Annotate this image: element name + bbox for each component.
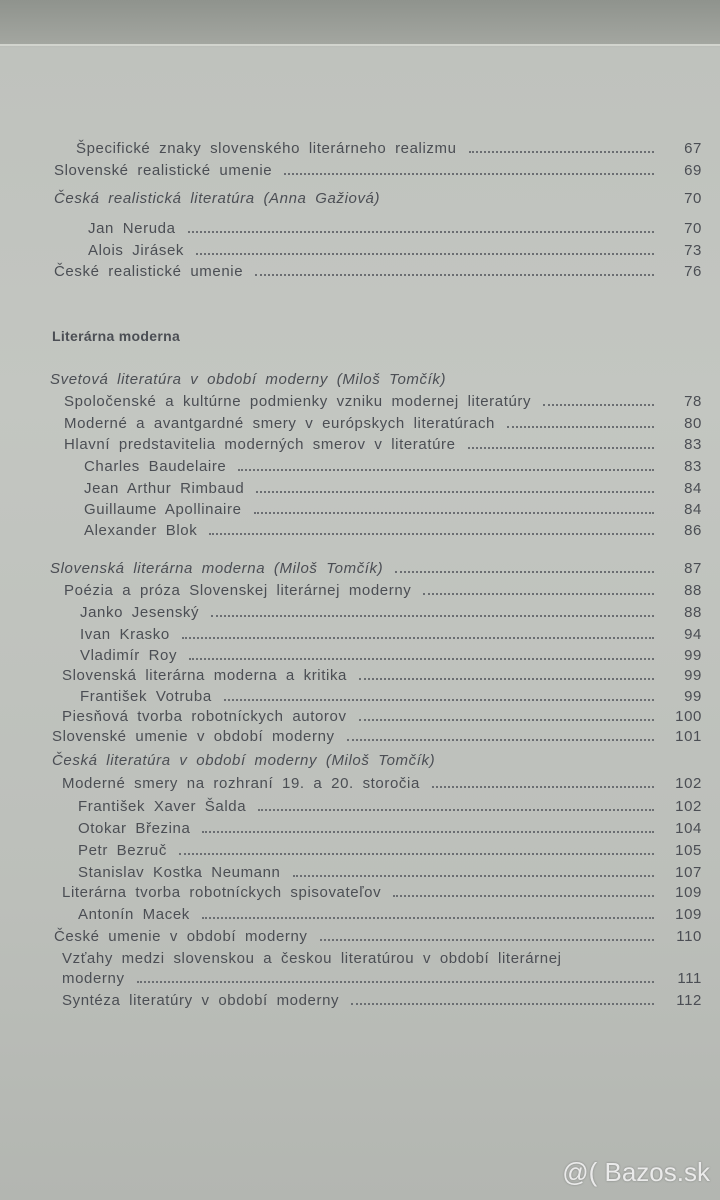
toc-entry-title: Špecifické znaky slovenského literárneho realizmu xyxy=(76,140,457,157)
toc-entry-page: 102 xyxy=(675,775,702,792)
toc-entry-title: Charles Baudelaire xyxy=(84,458,227,475)
dot-leader xyxy=(543,404,654,406)
toc-entry xyxy=(84,522,702,539)
toc-entry xyxy=(88,242,702,259)
toc-entry-page: 99 xyxy=(684,667,702,684)
toc-entry-title: Alois Jirásek xyxy=(88,242,184,259)
dot-leader xyxy=(182,637,654,639)
toc-entry-page: 107 xyxy=(675,864,702,881)
toc-entry xyxy=(80,688,702,705)
dot-leader xyxy=(320,939,654,941)
toc-entry-title: Moderné smery na rozhraní 19. a 20. storočia xyxy=(62,775,420,792)
toc-entry-title: Antonín Macek xyxy=(78,906,190,923)
dot-leader xyxy=(255,274,654,276)
toc-entry xyxy=(54,928,702,945)
toc-entry xyxy=(64,415,702,432)
toc-entry-page: 83 xyxy=(684,458,702,475)
toc-entry xyxy=(84,480,702,497)
toc-entry xyxy=(78,798,702,815)
toc-entry xyxy=(78,864,702,881)
dot-leader xyxy=(359,719,654,721)
watermark: @( Bazos.sk xyxy=(562,1157,710,1187)
dot-leader xyxy=(395,571,654,573)
toc-entry-title: Ivan Krasko xyxy=(80,626,170,643)
toc-entry-title: Vladimír Roy xyxy=(80,647,178,664)
dot-leader xyxy=(347,739,654,741)
toc-entry-page: 78 xyxy=(684,393,702,410)
dot-leader xyxy=(258,809,654,811)
dot-leader xyxy=(137,981,654,983)
toc-entry xyxy=(62,775,702,792)
toc-entry-page: 99 xyxy=(684,688,702,705)
dot-leader xyxy=(189,658,654,660)
dot-leader xyxy=(254,512,654,514)
toc-entry xyxy=(76,140,702,157)
toc-entry xyxy=(64,393,702,410)
toc-entry xyxy=(84,458,702,475)
toc-entry-page: 112 xyxy=(676,992,702,1009)
toc-entry-title: František Votruba xyxy=(80,688,212,705)
dot-leader xyxy=(284,173,654,175)
toc-entry-title: České realistické umenie xyxy=(54,263,244,280)
toc-entry-page: 102 xyxy=(675,798,702,815)
dot-leader xyxy=(188,231,654,233)
toc-entry xyxy=(62,884,702,901)
toc-entry-title: František Xaver Šalda xyxy=(78,798,247,815)
toc-entry-page: 88 xyxy=(684,582,702,599)
toc-entry xyxy=(62,950,702,967)
toc-entry-page: 84 xyxy=(684,501,702,518)
toc-entry xyxy=(78,820,702,837)
toc-entry xyxy=(50,560,702,577)
dot-leader xyxy=(469,151,654,153)
dot-leader xyxy=(211,615,654,617)
toc-entry xyxy=(50,371,702,388)
toc-entry xyxy=(88,220,702,237)
dot-leader xyxy=(468,447,654,449)
toc-entry-title: Jan Neruda xyxy=(88,220,176,237)
toc-entry-title: Otokar Březina xyxy=(78,820,191,837)
toc-entry-title: Alexander Blok xyxy=(84,522,198,539)
dot-leader xyxy=(209,533,654,535)
toc-entry-title: Česká literatúra v období moderny (Miloš Tomčík) xyxy=(52,752,436,769)
toc-entry-page: 109 xyxy=(675,906,702,923)
toc-entry-page: 73 xyxy=(684,242,702,259)
toc-entry-title: Jean Arthur Rimbaud xyxy=(84,480,245,497)
toc-entry-title: Poézia a próza Slovenskej literárnej moderny xyxy=(64,582,412,599)
toc-entry-title: Piesňová tvorba robotníckych autorov xyxy=(62,708,347,725)
toc-entry-page: 88 xyxy=(684,604,702,621)
toc-entry-page: 84 xyxy=(684,480,702,497)
toc-entry-title: Syntéza literatúry v období moderny xyxy=(62,992,340,1009)
toc-entry-page: 105 xyxy=(675,842,702,859)
dot-leader xyxy=(393,895,654,897)
toc-entry-page: 67 xyxy=(684,140,702,157)
toc-entry-page: 99 xyxy=(684,647,702,664)
toc-entry-title: Spoločenské a kultúrne podmienky vzniku modernej literatúry xyxy=(64,393,532,410)
toc-entry xyxy=(80,626,702,643)
toc-entry xyxy=(62,992,702,1009)
dot-leader xyxy=(179,853,654,855)
toc-entry xyxy=(64,582,702,599)
toc-entry-title: Česká realistická literatúra (Anna Gažiová) xyxy=(54,190,381,207)
toc-entry-title: Slovenské umenie v období moderny xyxy=(52,728,335,745)
toc-entry-page: 80 xyxy=(684,415,702,432)
toc-entry xyxy=(54,263,702,280)
toc-entry-page: 87 xyxy=(684,560,702,577)
toc-entry xyxy=(64,436,702,453)
toc-entry-page: 101 xyxy=(675,728,702,745)
toc-entry-title: Vzťahy medzi slovenskou a českou literatúrou v období literárnej xyxy=(62,950,562,967)
toc-entry xyxy=(80,604,702,621)
section-heading: Literárna moderna xyxy=(52,328,181,344)
dot-leader xyxy=(432,786,654,788)
toc-entry-title: moderny xyxy=(62,970,125,987)
toc-entry-page: 109 xyxy=(675,884,702,901)
toc-entry-page: 70 xyxy=(684,190,702,207)
toc-entry xyxy=(80,647,702,664)
toc-entry xyxy=(52,728,702,745)
dot-leader xyxy=(196,253,654,255)
toc-entry-title: Hlavní predstavitelia moderných smerov v literatúre xyxy=(64,436,456,453)
dot-leader xyxy=(238,469,654,471)
dot-leader xyxy=(202,917,654,919)
toc-entry-page: 104 xyxy=(675,820,702,837)
toc-entry xyxy=(52,752,702,769)
toc-entry-page: 83 xyxy=(684,436,702,453)
toc-entry xyxy=(84,501,702,518)
dot-leader xyxy=(224,699,654,701)
toc-entry xyxy=(62,970,702,987)
toc-entry-page: 110 xyxy=(676,928,702,945)
toc-entry-page: 94 xyxy=(684,626,702,643)
toc-entry xyxy=(78,842,702,859)
toc-entry-page: 100 xyxy=(675,708,702,725)
dot-leader xyxy=(293,875,655,877)
dot-leader xyxy=(351,1003,654,1005)
toc-entry-title: Moderné a avantgardné smery v európskych literatúrach xyxy=(64,415,495,432)
dot-leader xyxy=(507,426,654,428)
toc-entry-title: Slovenské realistické umenie xyxy=(54,162,273,179)
toc-entry-title: Guillaume Apollinaire xyxy=(84,501,242,518)
toc-entry-title: České umenie v období moderny xyxy=(54,928,308,945)
toc-entry-title: Janko Jesenský xyxy=(80,604,200,621)
toc-entry-title: Petr Bezruč xyxy=(78,842,167,859)
dot-leader xyxy=(423,593,654,595)
toc-entry xyxy=(54,162,702,179)
toc-entry-page: 111 xyxy=(677,970,702,987)
toc-entry-page: 70 xyxy=(684,220,702,237)
toc-entry xyxy=(62,708,702,725)
toc-entry xyxy=(78,906,702,923)
dot-leader xyxy=(359,678,654,680)
toc-entry-title: Slovenská literárna moderna a kritika xyxy=(62,667,347,684)
toc-entry-title: Svetová literatúra v období moderny (Miloš Tomčík) xyxy=(50,371,447,388)
dot-leader xyxy=(202,831,654,833)
toc-entry-page: 86 xyxy=(684,522,702,539)
page-top-edge xyxy=(0,0,720,46)
dot-leader xyxy=(256,491,654,493)
toc-entry-title: Stanislav Kostka Neumann xyxy=(78,864,281,881)
toc-entry-page: 69 xyxy=(684,162,702,179)
toc-entry xyxy=(54,190,702,207)
toc-entry xyxy=(62,667,702,684)
toc-entry-page: 76 xyxy=(684,263,702,280)
toc-entry-title: Slovenská literárna moderna (Miloš Tomčík) xyxy=(50,560,384,577)
toc-entry-title: Literárna tvorba robotníckych spisovateľov xyxy=(62,884,382,901)
